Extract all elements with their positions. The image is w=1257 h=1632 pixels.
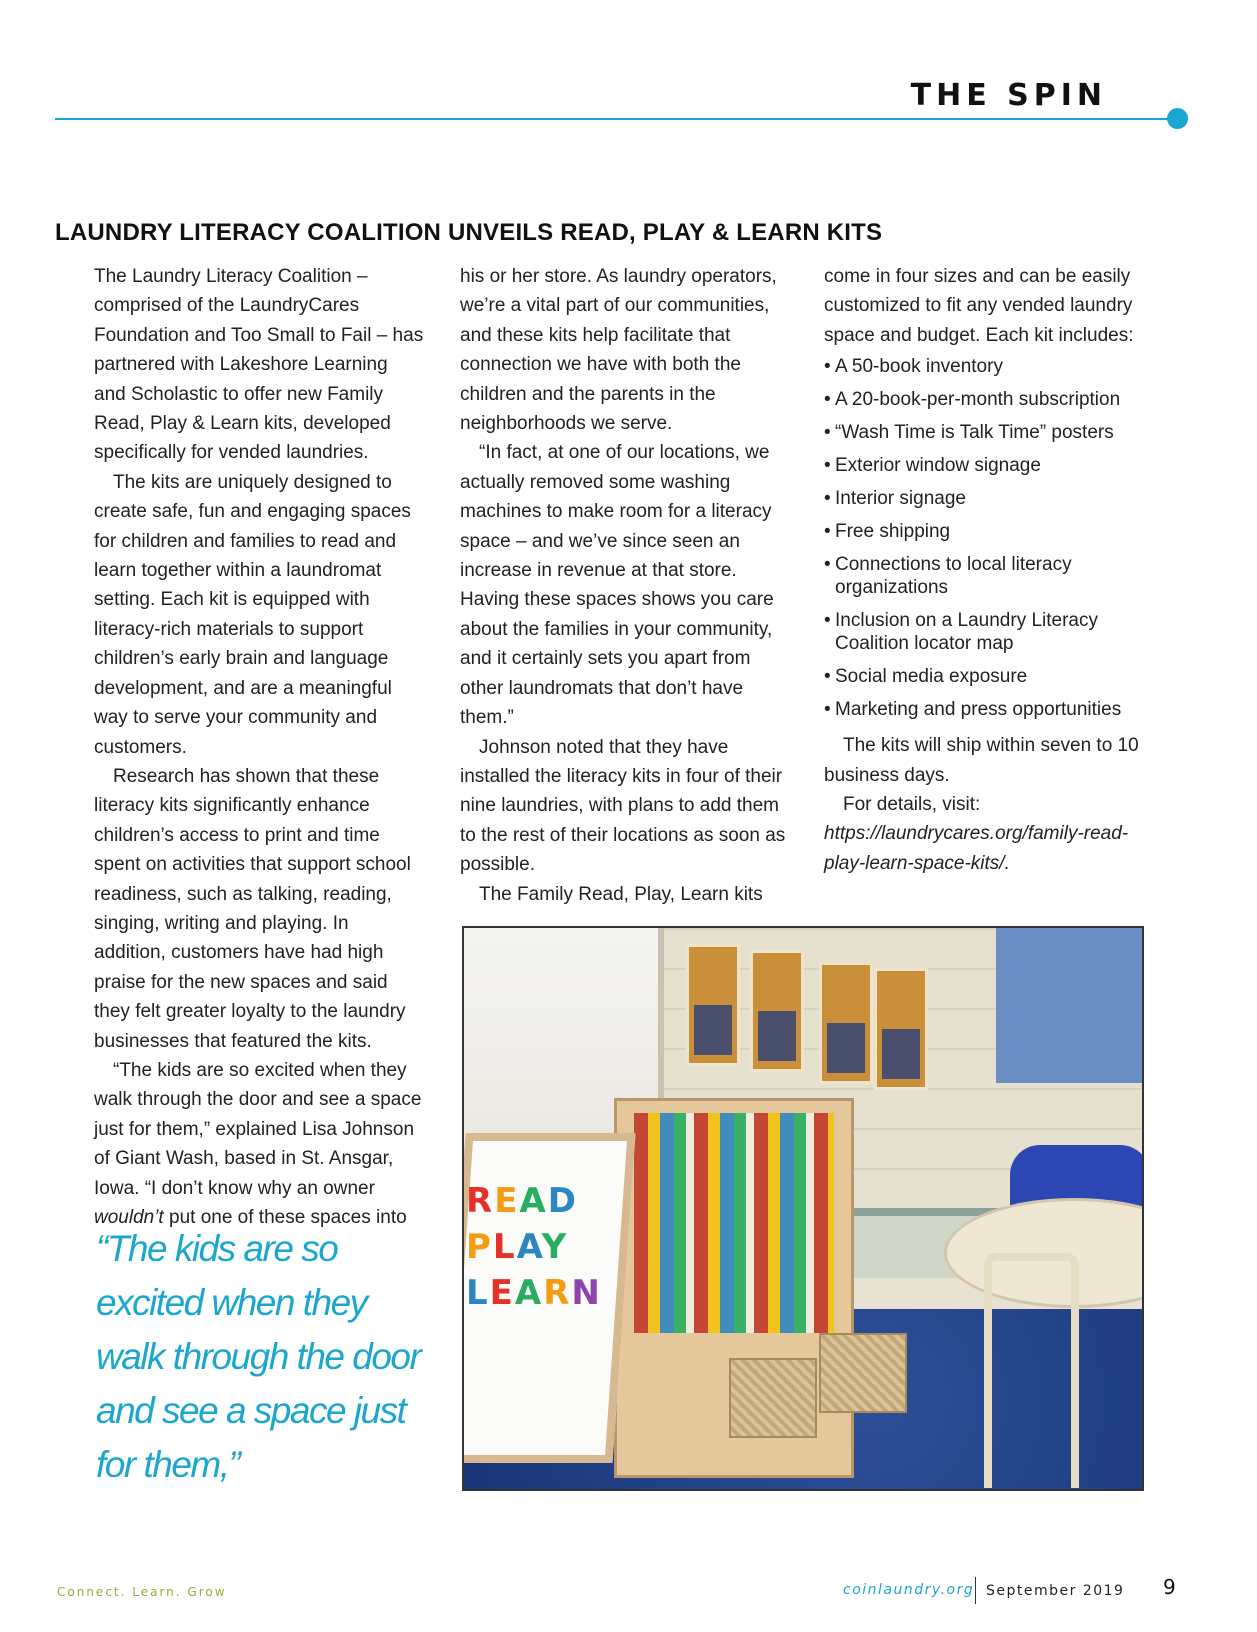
article-column-3 bbox=[824, 262, 1164, 878]
pull-quote: “The kids are so excited when they walk through the door and see a space just for them,” bbox=[96, 1228, 421, 1485]
photo-basket bbox=[729, 1358, 817, 1438]
photo-poster bbox=[819, 962, 873, 1084]
photo-poster bbox=[686, 944, 740, 1066]
photo-bulletin-board bbox=[996, 928, 1144, 1083]
footer-date: September 2019 bbox=[986, 1583, 1125, 1599]
easel-letter: A bbox=[514, 1273, 544, 1313]
header-dot bbox=[1167, 108, 1188, 129]
list-item: • Interior signage bbox=[824, 487, 1164, 510]
list-item: • Exterior window signage bbox=[824, 454, 1164, 477]
easel-letters bbox=[466, 1178, 602, 1316]
footer-site[interactable]: coinlaundry.org bbox=[843, 1582, 975, 1598]
photo-poster bbox=[750, 950, 804, 1072]
section-label: THE SPIN bbox=[910, 78, 1107, 113]
easel-letter: A bbox=[516, 1227, 542, 1267]
paragraph-text: “The kids are so excited when they walk through the door and see a space just for them,” explained Lisa Johnson of Giant Wash, based in St. Ansgar, Iowa. “I don’t know why an owner bbox=[94, 1059, 422, 1199]
paragraph: The Laundry Literacy Coalition – comprised of the LaundryCares Foundation and Too Small to Fail – has partnered with Lakeshore Learning and Scholastic to offer new Family Read, Play & Learn kits, developed specifically for vended laundries. bbox=[94, 266, 424, 464]
easel-letter-row bbox=[466, 1224, 602, 1270]
list-item: • Inclusion on a Laundry Literacy Coalition locator map bbox=[824, 609, 1164, 655]
list-item: • Connections to local literacy organizations bbox=[824, 553, 1164, 599]
paragraph: come in four sizes and can be easily customized to fit any vended laundry space and budget. Each kit includes: bbox=[824, 266, 1134, 346]
easel-letter-row bbox=[466, 1178, 602, 1224]
paragraph: his or her store. As laundry operators, we’re a vital part of our communities, and these kits help facilitate that connection we have with both the children and the parents in the neighborhoods we serve. bbox=[460, 266, 777, 435]
easel-letter: D bbox=[547, 1181, 578, 1221]
easel-letter: R bbox=[543, 1273, 572, 1313]
paragraph: Research has shown that these literacy kits significantly enhance children’s access to print and time spent on activities that support school readiness, such as talking, reading, singing, writing and playing. In addition, customers have had high praise for the new spaces and said they felt greater loyalty to the laundry businesses that featured the kits. bbox=[94, 765, 411, 1052]
easel-letter: E bbox=[489, 1273, 515, 1313]
list-item: • Marketing and press opportunities bbox=[824, 698, 1164, 721]
list-item: • Free shipping bbox=[824, 520, 1164, 543]
easel-letter: Y bbox=[541, 1227, 569, 1267]
list-item: • “Wash Time is Talk Time” posters bbox=[824, 421, 1164, 444]
article-column-1 bbox=[94, 262, 424, 1232]
footer-separator bbox=[975, 1577, 976, 1604]
article-headline: LAUNDRY LITERACY COALITION UNVEILS READ, PLAY & LEARN KITS bbox=[55, 219, 883, 246]
article-column-2 bbox=[460, 262, 790, 909]
paragraph: “In fact, at one of our locations, we actually removed some washing machines to make room for a literacy space – and we’ve since seen an increase in revenue at that store. Having these spaces shows you care about the families in your community, and it certainly sets you apart from other laundromats that don’t have them.” bbox=[460, 442, 774, 729]
footer-tagline: Connect. Learn. Grow bbox=[57, 1585, 227, 1599]
easel-letter: N bbox=[571, 1273, 602, 1313]
photo-basket bbox=[819, 1333, 907, 1413]
literacy-space-photo bbox=[462, 926, 1144, 1491]
photo-poster bbox=[874, 968, 928, 1090]
easel-letter-row bbox=[466, 1270, 602, 1316]
kit-contents-list bbox=[824, 355, 1164, 721]
emphasis-text: wouldn’t bbox=[94, 1207, 164, 1228]
paragraph: The kits will ship within seven to 10 business days. bbox=[824, 735, 1139, 786]
list-item: • A 50-book inventory bbox=[824, 355, 1164, 378]
easel-letter: P bbox=[466, 1227, 493, 1267]
paragraph-text: put one of these spaces into bbox=[163, 1207, 407, 1228]
photo-books bbox=[634, 1113, 834, 1333]
photo-chair bbox=[984, 1253, 1079, 1488]
list-item: • Social media exposure bbox=[824, 665, 1164, 688]
easel-letter: R bbox=[466, 1181, 495, 1221]
paragraph: For details, visit: bbox=[843, 794, 981, 816]
paragraph bbox=[94, 1056, 424, 1232]
paragraph: The Family Read, Play, Learn kits bbox=[479, 883, 763, 905]
easel-letter: A bbox=[519, 1181, 548, 1221]
paragraph: The kits are uniquely designed to create safe, fun and engaging spaces for children and families to read and learn together within a laundromat setting. Each kit is equipped with literacy-rich materials to support children’s early brain and language development, and are a meaningful way to serve your community and customers. bbox=[94, 471, 411, 758]
paragraph: Johnson noted that they have installed the literacy kits in four of their nine laundries, with plans to add them to the rest of their locations as soon as possible. bbox=[460, 736, 786, 876]
list-item: • A 20-book-per-month subscription bbox=[824, 388, 1164, 411]
details-link[interactable]: https://laundrycares.org/family-read-play-learn-space-kits/. bbox=[824, 823, 1129, 874]
easel-letter: L bbox=[466, 1273, 490, 1313]
header-rule bbox=[55, 118, 1177, 120]
easel-letter: E bbox=[494, 1181, 520, 1221]
easel-letter: L bbox=[492, 1227, 517, 1267]
page-number: 9 bbox=[1163, 1575, 1176, 1599]
